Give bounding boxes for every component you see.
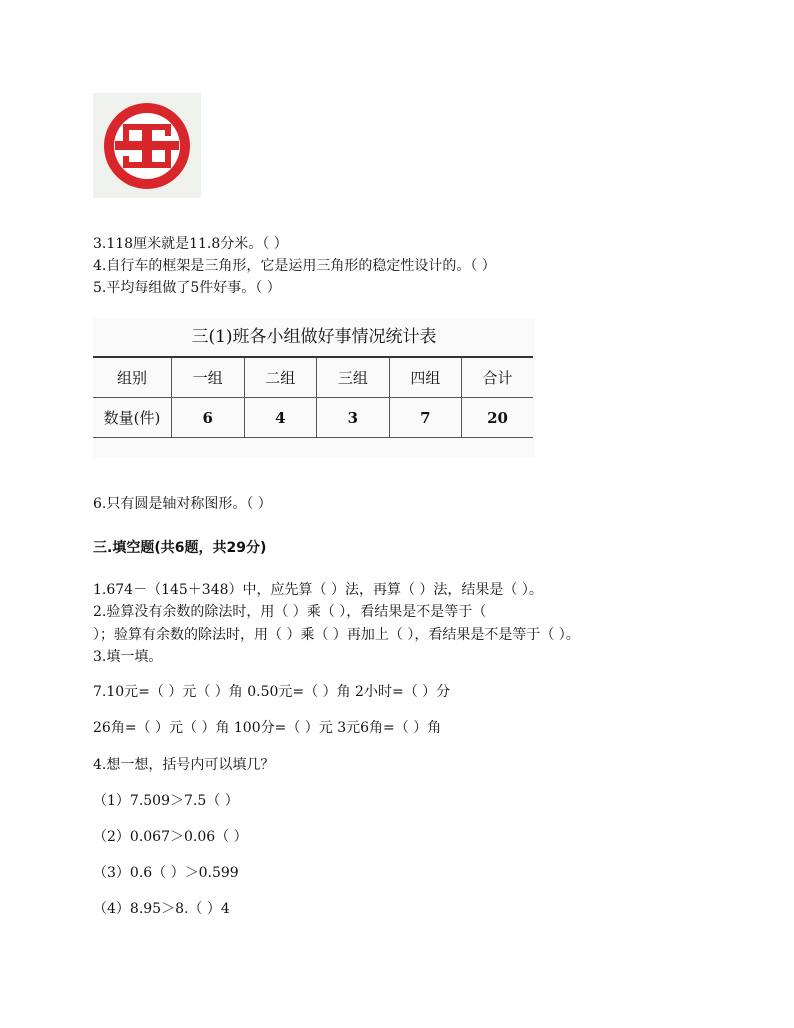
table-header-cell: 合计 (462, 357, 533, 398)
fill-3-row-1: 7.10元=（ ）元（ ）角 0.50元=（ ）角 2小时=（ ）分 (93, 684, 451, 700)
stat-table (93, 356, 533, 438)
fill-1: 1.674－（145＋348）中，应先算（ ）法，再算（ ）法，结果是（ ）。 (93, 582, 543, 598)
fill-4-item-2: （2）0.067＞0.06（ ） (93, 829, 248, 845)
table-header-cell: 三组 (317, 357, 390, 398)
fill-4-item-1: （1）7.509＞7.5（ ） (93, 793, 239, 809)
bank-logo-icon (93, 93, 201, 198)
table-header-cell: 组别 (93, 357, 172, 398)
table-row (93, 398, 533, 438)
bank-logo (93, 93, 201, 198)
table-cell: 3 (317, 398, 390, 438)
fill-2-part-1: 2.验算没有余数的除法时，用（ ）乘（ ），看结果是不是等于（ (93, 604, 487, 620)
fill-2-part-2: ）；验算有余数的除法时，用（ ）乘（ ）再加上（ ），看结果是不是等于（ ）。 (93, 627, 580, 643)
table-header-cell: 四组 (389, 357, 462, 398)
question-5: 5.平均每组做了5件好事。（ ） (93, 280, 281, 296)
question-4: 4.自行车的框架是三角形，它是运用三角形的稳定性设计的。（ ） (93, 258, 496, 274)
table-cell: 7 (389, 398, 462, 438)
fill-4: 4.想一想，括号内可以填几？ (93, 757, 275, 773)
table-header-cell: 一组 (172, 357, 245, 398)
table-title: 三(1)班各小组做好事情况统计表 (191, 327, 437, 347)
table-row-label: 数量(件) (93, 398, 172, 438)
fill-4-item-3: （3）0.6（ ）＞0.599 (93, 865, 239, 881)
fill-3: 3.填一填。 (93, 649, 163, 665)
question-6: 6.只有圆是轴对称图形。（ ） (93, 496, 272, 512)
table-header-row (93, 357, 533, 398)
table-cell: 6 (172, 398, 245, 438)
question-3: 3.118厘米就是11.8分米。（ ） (93, 236, 288, 252)
stat-table-image (93, 318, 535, 458)
section-title: 三.填空题(共6题，共29分) (93, 540, 267, 556)
table-cell: 20 (462, 398, 533, 438)
fill-3-row-2: 26角=（ ）元（ ）角 100分=（ ）元 3元6角=（ ）角 (93, 720, 442, 736)
table-cell: 4 (244, 398, 317, 438)
fill-4-item-4: （4）8.95＞8.（ ）4 (93, 901, 230, 917)
table-header-cell: 二组 (244, 357, 317, 398)
